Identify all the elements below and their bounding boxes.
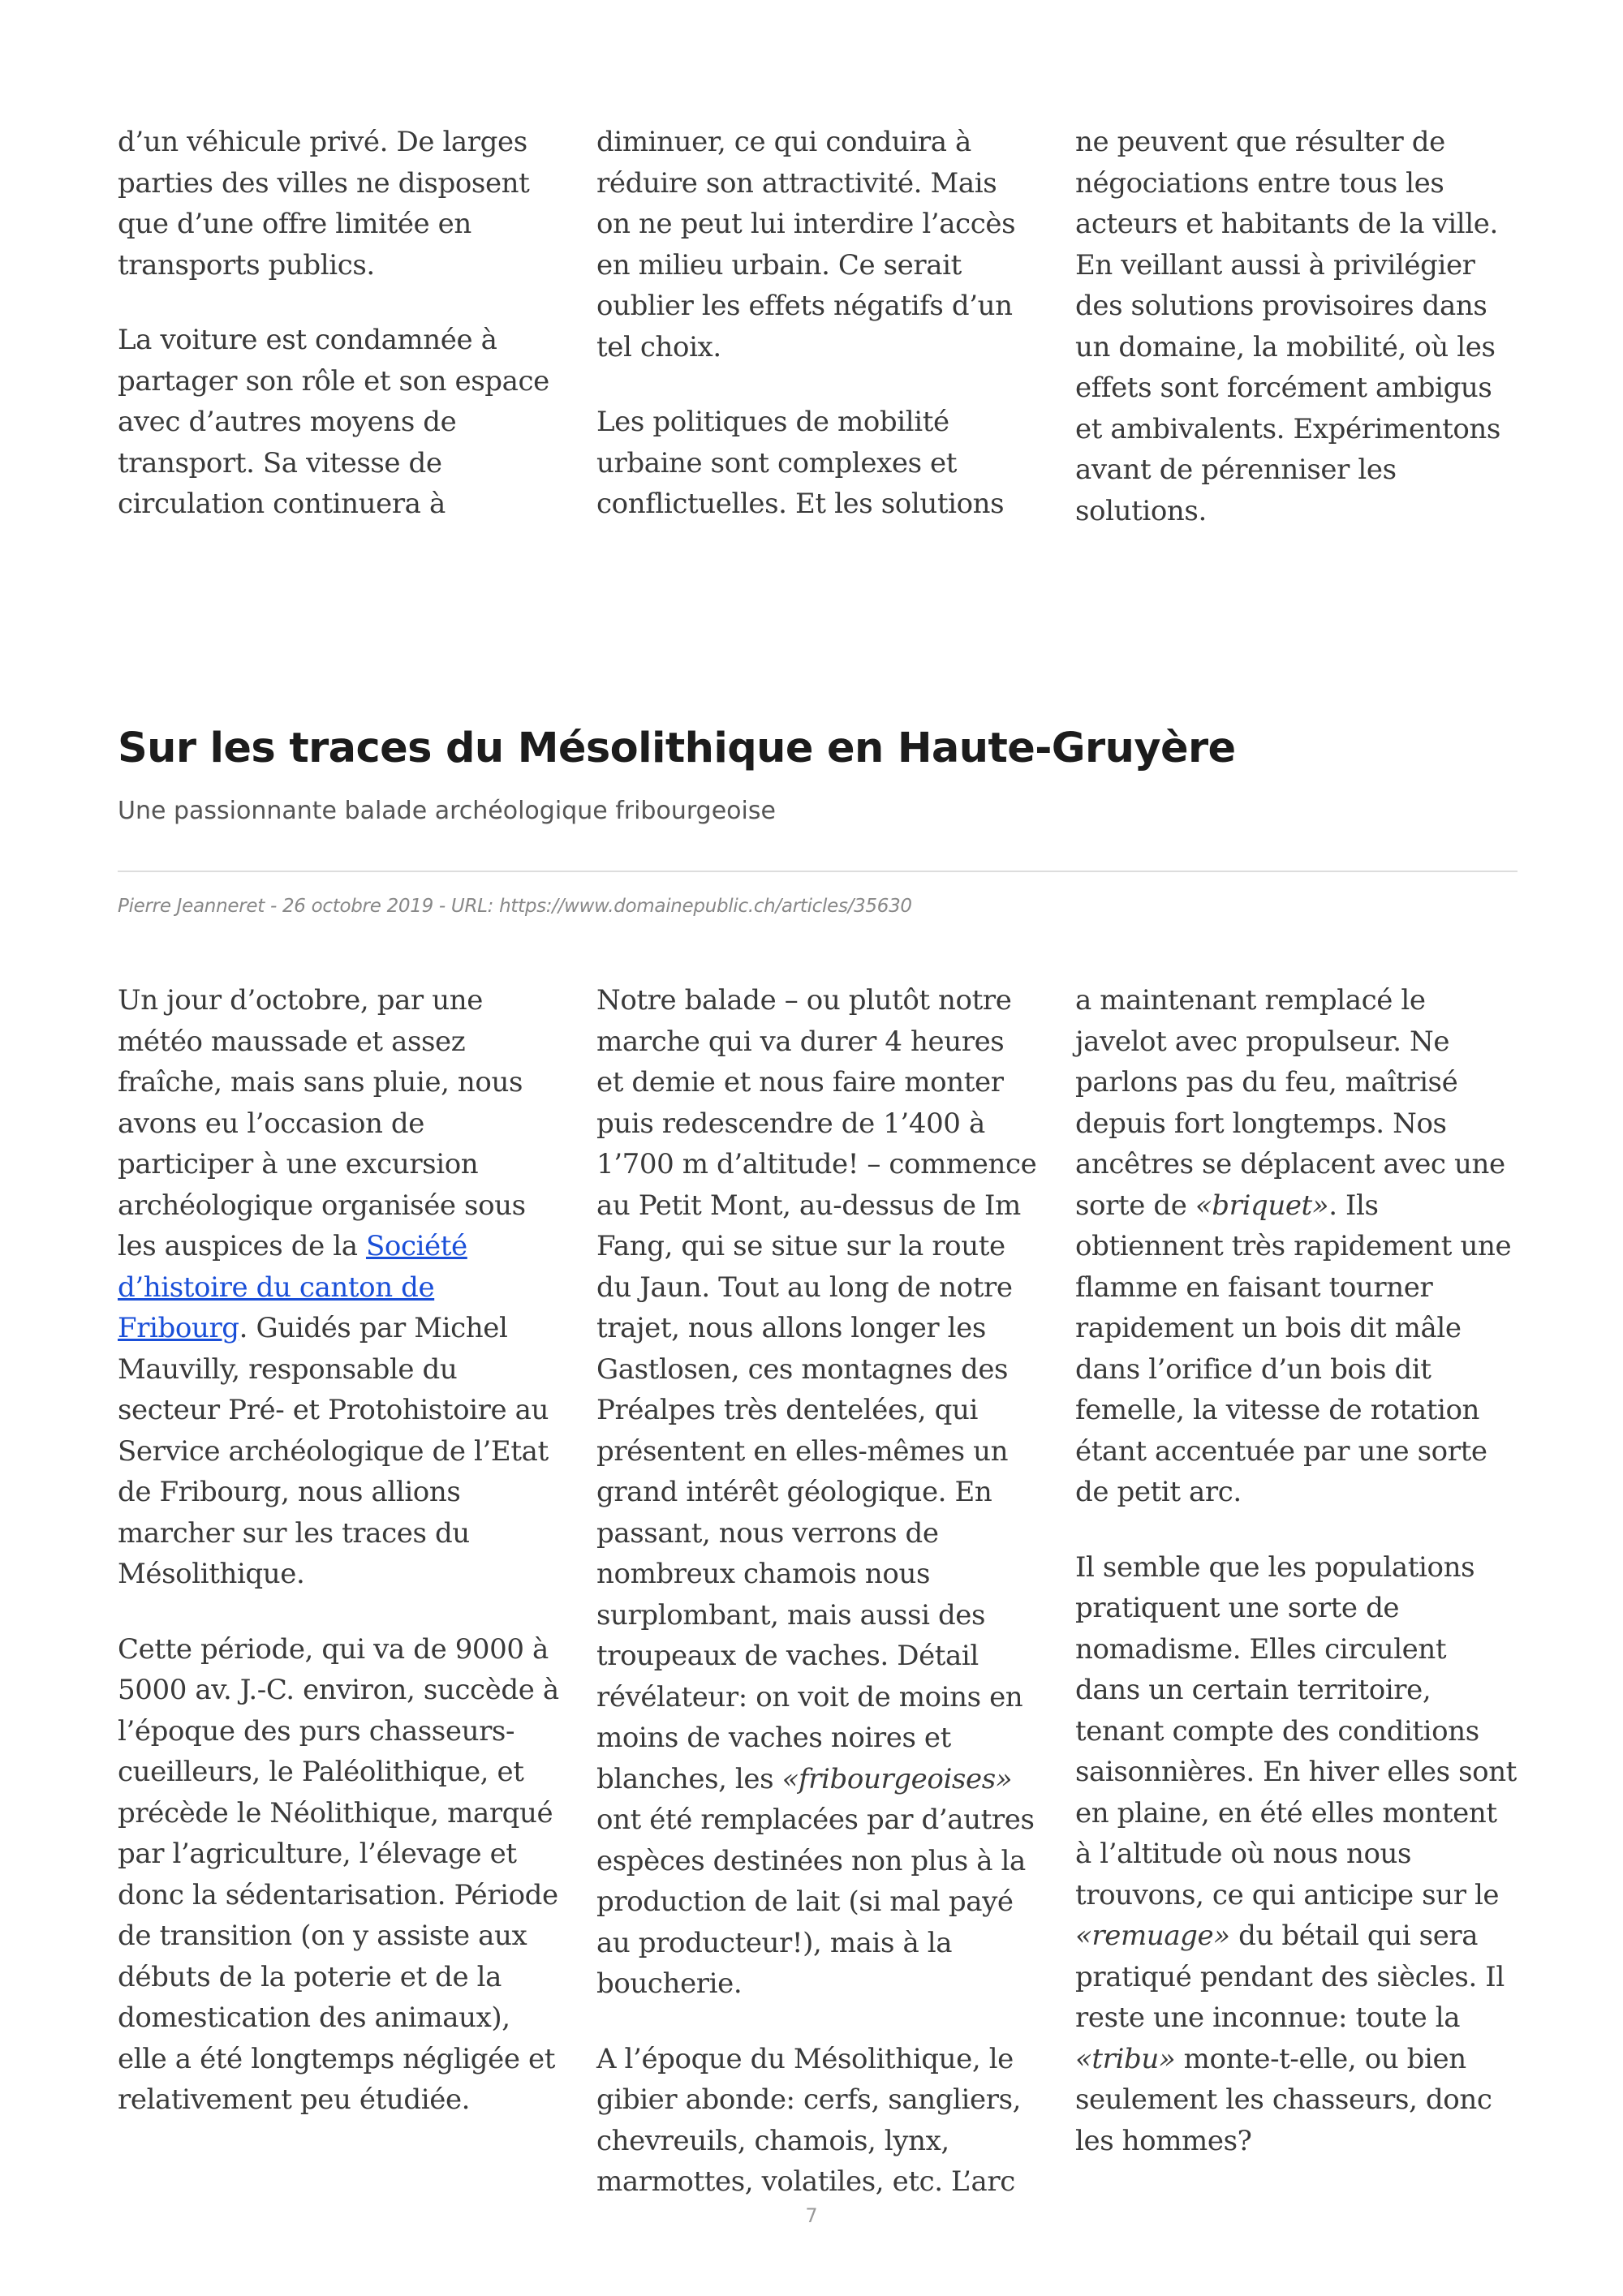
text-column-2	[596, 980, 1039, 2203]
paragraph	[1075, 980, 1518, 1513]
paragraph	[118, 980, 560, 1595]
text-run: . Guidés par Michel Mauvilly, responsable du secteur Pré- et Protohistoire au Service archéologique de l’Etat de Fribourg, nous allions marcher sur les traces du Mésolithique.	[118, 1312, 549, 1590]
paragraph: d’un véhicule privé. De larges parties des villes ne disposent que d’une offre limitée en transports publics.	[118, 126, 530, 282]
text-column-3	[1075, 122, 1518, 531]
paragraph	[596, 980, 1039, 2005]
text-column-1	[118, 980, 560, 2203]
previous-article-columns	[118, 122, 1518, 531]
emphasis: «fribourgeoises»	[781, 1762, 1013, 1795]
text-run: monte-t-elle, ou bien seulement les chasseurs, donc les hommes?	[1075, 2042, 1492, 2157]
text-run: Notre balade – ou plutôt notre marche qui va durer 4 heures et demie et nous faire monter puis redescendre de 1’400 à 1’700 m d’altitude! – commence au Petit Mont, au-dessus de Im Fang, qui se situe sur la route du Jaun. Tout au long de notre trajet, nous allons longer les Gastlosen, ces montagnes des Préalpes très dentelées, qui présentent en elles-mêmes un grand intérêt géologique. En passant, nous verrons de nombreux chamois nous surplombant, mais aussi des troupeaux de vaches. Détail révélateur: on voit de moins en moins de vaches noires et blanches, les	[596, 984, 1037, 1795]
text-column-3	[1075, 980, 1518, 2203]
article-subtitle: Une passionnante balade archéologique fribourgeoise	[118, 797, 776, 825]
paragraph: Les politiques de mobilité urbaine sont complexes et conflictuelles. Et les solutions	[596, 406, 1005, 520]
page-number: 7	[805, 2204, 818, 2227]
text-run: ont été remplacées par d’autres espèces destinées non plus à la production de lait (si mal payé au producteur!), mais à la boucherie.	[596, 1804, 1035, 2000]
text-column-2	[596, 122, 1039, 531]
society-history-link[interactable]: Société d’histoire du canton de Fribourg	[118, 1230, 467, 1344]
article-meta: Pierre Jeanneret - 26 octobre 2019 - URL: https://www.domainepublic.ch/articles/35630	[118, 896, 912, 917]
text-run: a maintenant remplacé le javelot avec propulseur. Ne parlons pas du feu, maîtrisé depuis fort longtemps. Nos ancêtres se déplacent avec une sorte de	[1075, 984, 1505, 1222]
paragraph: A l’époque du Mésolithique, le gibier abonde: cerfs, sangliers, chevreuils, chamois, lynx, marmottes, volatiles, etc. L’arc	[596, 2042, 1022, 2198]
text-run: Il semble que les populations pratiquent une sorte de nomadisme. Elles circulent dans un certain territoire, tenant compte des conditions saisonnières. En hiver elles sont en plaine, en été elles montent à l’altitude où nous nous trouvons, ce qui anticipe sur le	[1075, 1550, 1517, 1911]
text-run: du bétail qui sera pratiqué pendant des siècles. Il reste une inconnue: toute la	[1075, 1920, 1505, 2034]
text-column-1	[118, 122, 560, 531]
text-run: Un jour d’octobre, par une météo maussade et assez fraîche, mais sans pluie, nous avons eu l’occasion de participer à une excursion archéologique organisée sous les auspices de la	[118, 984, 526, 1262]
emphasis: «remuage»	[1075, 1920, 1230, 1952]
emphasis: «tribu»	[1075, 2042, 1176, 2075]
paragraph: Cette période, qui va de 9000 à 5000 av. J.-C. environ, succède à l’époque des purs chasseurs-cueilleurs, le Paléolithique, et précède le Néolithique, marqué par l’agriculture, l’élevage et donc la sédentarisation. Période de transition (on y assiste aux débuts de la poterie et de la domestication des animaux), elle a été longtemps négligée et relativement peu étudiée.	[118, 1632, 559, 2116]
paragraph: diminuer, ce qui conduira à réduire son attractivité. Mais on ne peut lui interdire l’accès en milieu urbain. Ce serait oublier les effets négatifs d’un tel choix.	[596, 126, 1016, 363]
emphasis: «briquet»	[1195, 1189, 1329, 1222]
paragraph: La voiture est condamnée à partager son rôle et son espace avec d’autres moyens de transport. Sa vitesse de circulation continuera à	[118, 324, 549, 520]
text-run: . Ils obtiennent très rapidement une flamme en faisant tourner rapidement un bois dit mâle dans l’orifice d’un bois dit femelle, la vitesse de rotation étant accentuée par une sorte de petit arc.	[1075, 1189, 1512, 1508]
paragraph	[1075, 1547, 1518, 2162]
paragraph: ne peuvent que résulter de négociations entre tous les acteurs et habitants de la ville. En veillant aussi à privilégier des solutions provisoires dans un domaine, la mobilité, où les effets sont forcément ambigus et ambivalents. Expérimentons avant de pérenniser les solutions.	[1075, 126, 1500, 527]
article-columns	[118, 980, 1518, 2203]
article-title: Sur les traces du Mésolithique en Haute-Gruyère	[118, 724, 1236, 772]
divider	[118, 871, 1518, 872]
